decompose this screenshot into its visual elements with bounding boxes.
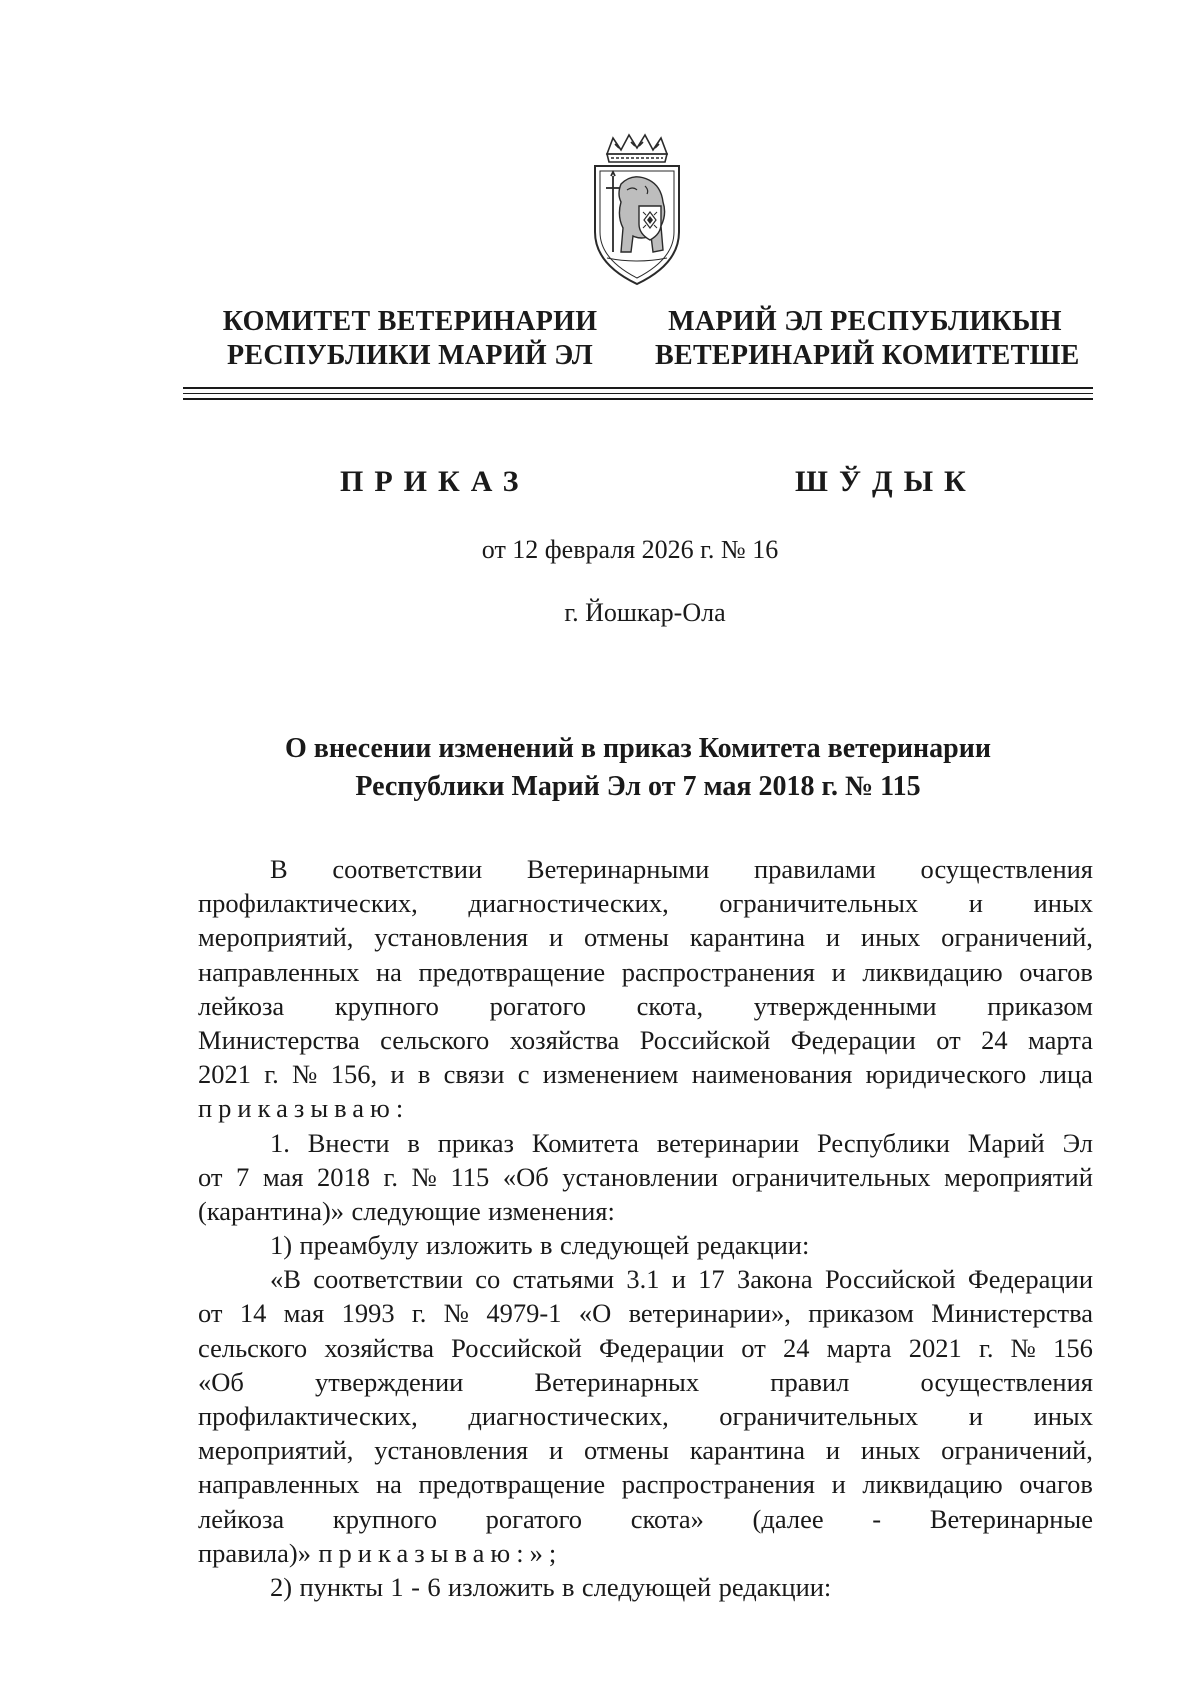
body-word: от <box>198 1161 223 1192</box>
body-line <box>198 1536 1093 1570</box>
body-word: скота, <box>636 990 704 1021</box>
body-word: Ветеринарных <box>534 1366 700 1397</box>
body-word: Внести <box>307 1127 390 1158</box>
body-word: диагностических, <box>468 888 669 919</box>
body-word: пункты <box>299 1571 384 1602</box>
body-word: правила)» <box>198 1537 311 1568</box>
body-word: лейкоза <box>198 990 285 1021</box>
body-word: 6 <box>427 1571 441 1602</box>
organization-name-mari <box>655 305 1080 373</box>
body-word: ликвидацию <box>862 956 1003 987</box>
document-title <box>183 730 1093 806</box>
order-city: г. Йошкар-Ола <box>564 598 726 627</box>
order-label-mari: ШЎДЫК <box>795 465 977 498</box>
body-word: и <box>968 888 983 919</box>
body-word: 2021 <box>908 1332 962 1363</box>
body-word: направленных <box>198 956 360 987</box>
body-word: крупного <box>332 1503 437 1534</box>
body-word: хозяйства <box>509 1024 620 1055</box>
body-line <box>198 1160 1093 1194</box>
body-line <box>198 1228 1093 1262</box>
body-word: наименования <box>691 1059 853 1090</box>
body-word: установления <box>374 922 529 953</box>
body-line <box>198 1126 1093 1160</box>
body-word: установлении <box>562 1161 719 1192</box>
body-word: Российской <box>824 1264 956 1295</box>
body-word: 24 <box>782 1332 810 1363</box>
body-word: следующие <box>351 1195 481 1226</box>
body-word: Ветеринарные <box>929 1503 1093 1534</box>
body-line <box>198 1399 1093 1433</box>
body-word: рогатого <box>485 1503 583 1534</box>
body-word: Республики <box>817 1127 950 1158</box>
body-word: г. <box>383 1161 399 1192</box>
body-word: на <box>375 1469 402 1500</box>
body-word: и <box>831 1469 846 1500</box>
body-word: Комитета <box>531 1127 639 1158</box>
body-word: юридического <box>865 1059 1027 1090</box>
body-word: Закона <box>736 1264 813 1295</box>
body-word: лица <box>1039 1059 1093 1090</box>
body-word: сельского <box>198 1332 308 1363</box>
body-word: иных <box>1033 1401 1093 1431</box>
body-word: ограничительных <box>719 888 919 919</box>
body-word: направленных <box>198 1469 360 1500</box>
body-word: осуществления <box>920 854 1093 884</box>
body-word: лейкоза <box>198 1503 285 1534</box>
body-word: и <box>671 1264 686 1295</box>
order-label-russian: ПРИКАЗ <box>340 465 530 498</box>
body-word: Министерства <box>198 1024 360 1055</box>
body-word: карантина <box>689 1435 805 1466</box>
body-word: г. <box>264 1059 279 1090</box>
body-word: правилами <box>753 854 876 884</box>
body-line <box>198 989 1093 1023</box>
body-line <box>198 1023 1093 1057</box>
org-ru-line-1: КОМИТЕТ ВЕТЕРИНАРИИ <box>222 306 598 337</box>
body-word: связи <box>443 1059 505 1090</box>
body-word: Федерации <box>967 1264 1093 1295</box>
body-word: и <box>825 922 841 953</box>
body-word: и <box>968 1401 983 1431</box>
body-line <box>198 1331 1093 1365</box>
body-word: соответствии <box>332 854 483 884</box>
body-word: хозяйства <box>324 1332 434 1363</box>
body-word: иных <box>860 922 921 953</box>
body-word: следующей <box>559 1230 690 1261</box>
body-word: 115 <box>450 1161 490 1192</box>
body-word: в <box>562 1571 575 1602</box>
body-word: от <box>198 1298 223 1329</box>
body-word: ограничений, <box>941 1435 1093 1466</box>
body-word: 2018 <box>316 1161 370 1192</box>
order-date-number: от 12 февраля 2026 г. № 16 <box>481 535 779 564</box>
body-word: карантина <box>689 922 805 953</box>
body-word: марта <box>1028 1024 1093 1055</box>
body-word: ограничений, <box>941 922 1093 953</box>
body-word: осуществления <box>920 1366 1093 1397</box>
body-word: редакции: <box>718 1571 832 1602</box>
body-word: Ветеринарными <box>526 854 710 884</box>
body-word: № <box>411 1161 437 1192</box>
body-word: (карантина)» <box>198 1195 345 1226</box>
body-line <box>198 920 1093 954</box>
body-word: преамбулу <box>299 1230 419 1261</box>
body-word: отмены <box>583 922 669 953</box>
body-line <box>198 1502 1093 1536</box>
body-word: и <box>548 1435 564 1466</box>
body-word: № <box>1010 1332 1036 1363</box>
body-word: отмены <box>583 1435 669 1466</box>
body-word: 7 <box>236 1161 250 1192</box>
body-word: г. <box>978 1332 994 1363</box>
body-word: приказом <box>987 990 1093 1021</box>
org-mari-line-1: МАРИЙ ЭЛ РЕСПУБЛИКЫН <box>668 306 1062 337</box>
body-word: мероприятий <box>944 1161 1093 1192</box>
body-word: редакции: <box>696 1230 810 1261</box>
body-word: 1. <box>270 1127 290 1158</box>
organization-name-russian <box>210 305 610 373</box>
body-word: «Об <box>502 1161 549 1192</box>
body-line <box>198 1365 1093 1399</box>
body-line <box>198 886 1093 920</box>
body-word: Федерации <box>598 1332 725 1363</box>
body-word: - <box>872 1503 882 1534</box>
body-word: 156 <box>1053 1332 1093 1363</box>
body-line <box>198 1057 1093 1091</box>
body-word: профилактических, <box>198 1401 418 1431</box>
body-word: статьями <box>512 1264 615 1295</box>
body-word: 3.1 <box>626 1264 660 1295</box>
body-word: мероприятий, <box>198 922 354 953</box>
body-word: и <box>548 922 564 953</box>
body-word: очагов <box>1019 1469 1093 1500</box>
body-word: следующей <box>581 1571 712 1602</box>
body-word: мероприятий, <box>198 1435 354 1466</box>
body-word: Российской <box>639 1024 771 1055</box>
body-word: профилактических, <box>198 888 418 919</box>
org-ru-line-2: РЕСПУБЛИКИ МАРИЙ ЭЛ <box>227 340 593 371</box>
body-line <box>198 1467 1093 1501</box>
body-word: 156, <box>330 1059 378 1090</box>
body-line <box>198 955 1093 989</box>
body-word: распространения <box>621 956 815 987</box>
header-divider-thick <box>183 387 1093 389</box>
body-word: и <box>390 1059 405 1090</box>
body-word: Министерства <box>931 1298 1093 1329</box>
body-word: ликвидацию <box>862 1469 1003 1500</box>
body-word: в <box>540 1230 553 1261</box>
body-word: 1 <box>390 1571 404 1602</box>
body-word: 2021 <box>198 1059 251 1090</box>
body-word: ограничительных <box>719 1401 919 1431</box>
body-word: г. <box>411 1298 427 1329</box>
body-word: марта <box>826 1332 892 1363</box>
body-word: предотвращение <box>418 956 606 987</box>
body-word: приказом <box>808 1298 914 1329</box>
body-word: изложить <box>425 1230 533 1261</box>
body-word: «Об <box>198 1366 244 1397</box>
header-divider-thick-bottom <box>183 398 1093 400</box>
body-word: со <box>475 1264 501 1295</box>
body-word: установления <box>374 1435 529 1466</box>
body-word: В <box>270 854 288 884</box>
body-word: изменения: <box>488 1195 615 1226</box>
body-word: мая <box>262 1161 304 1192</box>
body-word: «В <box>270 1264 301 1295</box>
body-word: 1993 <box>341 1298 395 1329</box>
org-mari-line-2: ВЕТЕРИНАРИЙ КОМИТЕТШЕ <box>655 340 1080 371</box>
body-word: скота» <box>630 1503 704 1534</box>
document-body <box>198 852 1093 1604</box>
title-line-2: Республики Марий Эл от 7 мая 2018 г. № 115 <box>355 771 921 802</box>
body-word: приказываю:»; <box>318 1537 563 1568</box>
body-word: № <box>292 1059 318 1090</box>
body-word: утверждении <box>315 1366 464 1397</box>
body-line <box>198 1091 1093 1125</box>
body-word: диагностических, <box>468 1401 669 1431</box>
body-line <box>198 852 1093 886</box>
body-word: очагов <box>1019 956 1093 987</box>
title-line-1: О внесении изменений в приказ Комитета ветеринарии <box>284 733 992 764</box>
body-word: (далее <box>752 1503 824 1534</box>
body-word: Федерации <box>790 1024 916 1055</box>
body-word: 17 <box>698 1264 725 1295</box>
body-word: от <box>741 1332 766 1363</box>
body-word: утвержденными <box>753 990 937 1021</box>
body-word: 24 <box>981 1024 1008 1055</box>
body-word: предотвращение <box>418 1469 606 1500</box>
body-line <box>198 1433 1093 1467</box>
body-word: Российской <box>451 1332 582 1363</box>
body-word: правил <box>770 1366 850 1397</box>
body-word: на <box>375 956 402 987</box>
coat-of-arms-emblem <box>587 132 687 292</box>
body-word: Марий <box>967 1127 1045 1158</box>
body-word: изложить <box>447 1571 555 1602</box>
body-word: от <box>936 1024 961 1055</box>
body-word: рогатого <box>489 990 586 1021</box>
body-word: иных <box>860 1435 921 1466</box>
body-line <box>198 1296 1093 1330</box>
body-line <box>198 1194 1093 1228</box>
body-word: ветеринарии <box>656 1127 800 1158</box>
body-word: и <box>831 956 846 987</box>
body-word: 2) <box>270 1571 293 1602</box>
body-word: Эл <box>1062 1127 1093 1158</box>
body-word: 1) <box>270 1230 293 1261</box>
body-word: и <box>825 1435 841 1466</box>
body-word: сельского <box>380 1024 490 1055</box>
body-word: «О <box>578 1298 612 1329</box>
body-word: ветеринарии», <box>628 1298 791 1329</box>
body-word: - <box>411 1571 420 1602</box>
body-word: соответствии <box>313 1264 463 1295</box>
body-word: 14 <box>239 1298 267 1329</box>
body-word: иных <box>1033 888 1093 919</box>
body-word: мая <box>283 1298 325 1329</box>
body-word: приказ <box>437 1127 515 1158</box>
body-word: № <box>443 1298 470 1329</box>
body-word: 4979-1 <box>486 1298 562 1329</box>
body-word: в <box>417 1059 431 1090</box>
body-word: крупного <box>334 990 439 1021</box>
body-word: в <box>407 1127 420 1158</box>
body-word: с <box>517 1059 530 1090</box>
header-divider-thin <box>183 393 1093 394</box>
body-word: ограничительных <box>731 1161 931 1192</box>
body-word: распространения <box>621 1469 815 1500</box>
body-word: приказываю: <box>198 1093 410 1124</box>
body-line <box>198 1570 1093 1604</box>
body-word: изменением <box>542 1059 679 1090</box>
body-line <box>198 1262 1093 1296</box>
